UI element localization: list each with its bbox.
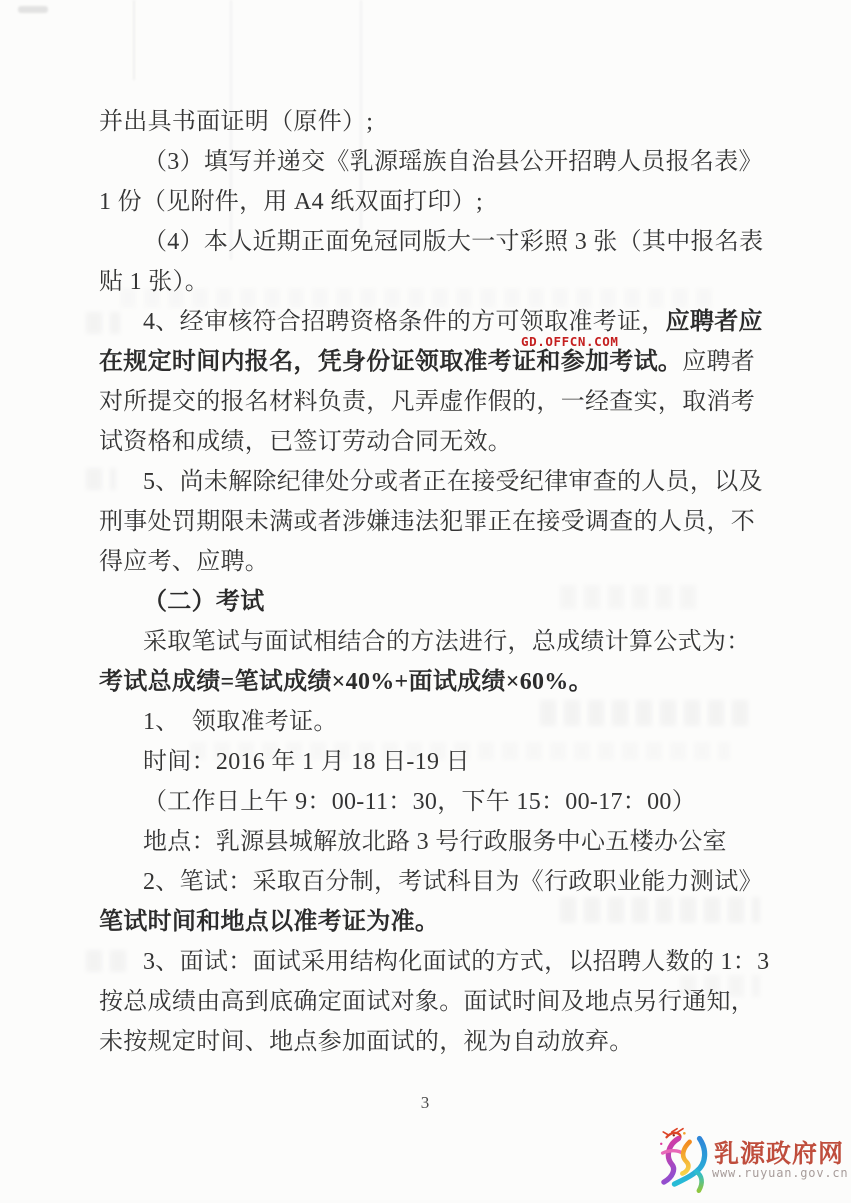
text-line [99,102,779,142]
footer-logo [648,1122,851,1200]
bold-text-run: 考试总成绩=笔试成绩×40%+面试成绩×60%。 [99,669,593,695]
text-run: 3、面试：面试采用结构化面试的方式，以招聘人数的 1：3 [143,949,770,975]
text-run: 时间：2016 年 1 月 18 日-19 日 [143,749,470,775]
text-line [99,662,779,702]
text-line [99,302,779,342]
text-run: （工作日上午 9：00-11：30，下午 15：00-17：00） [143,789,696,815]
text-line [99,742,779,782]
text-run: 未按规定时间、地点参加面试的，视为自动放弃。 [99,1029,634,1055]
text-line [99,462,779,502]
text-run: 应聘者 [682,349,756,375]
dragon-logo-icon [652,1124,718,1203]
text-run: 试资格和成绩，已签订劳动合同无效。 [99,429,513,455]
text-line [99,822,779,862]
text-line [99,702,779,742]
watermark-text: GD.OFFCN.COM [521,334,619,349]
bold-text-run: （二）考试 [143,589,265,615]
text-line [99,182,779,222]
text-line [99,942,779,982]
document-body [99,102,779,1062]
site-url: www.ruyuan.gov.cn [712,1166,849,1180]
scan-streak [133,0,135,80]
site-name: 乳源政府网 [714,1141,845,1168]
text-line [99,222,779,262]
text-run: 得应考、应聘。 [99,549,270,575]
text-run: 对所提交的报名材料负责，凡弄虚作假的，一经查实，取消考 [99,389,756,415]
text-run: （4）本人近期正面免冠同版大一寸彩照 3 张（其中报名表 [143,229,764,255]
text-run: 按总成绩由高到底确定面试对象。面试时间及地点另行通知， [99,989,756,1015]
text-run: 5、尚未解除纪律处分或者正在接受纪律审查的人员，以及 [143,469,763,495]
text-run: 刑事处罚期限未满或者涉嫌违法犯罪正在接受调查的人员，不 [99,509,756,535]
text-line [99,622,779,662]
text-run: 贴 1 张）。 [99,269,210,295]
text-run: 地点：乳源县城解放北路 3 号行政服务中心五楼办公室 [143,829,727,855]
text-run: 1、 领取准考证。 [143,709,338,735]
bold-text-run: 应聘者应 [665,309,763,335]
text-line [99,982,779,1022]
text-run: 1 份（见附件，用 A4 纸双面打印）; [99,189,483,215]
text-run: 并出具书面证明（原件）; [99,109,374,135]
text-line [99,502,779,542]
text-line [99,262,779,302]
text-line [99,382,779,422]
text-run: 采取笔试与面试相结合的方法进行，总成绩计算公式为： [143,629,751,655]
scan-smudge [18,6,48,13]
text-run: （3）填写并递交《乳源瑶族自治县公开招聘人员报名表》 [143,149,763,175]
text-line [99,902,779,942]
text-line [99,342,779,382]
text-line [99,542,779,582]
text-run: 2、笔试：采取百分制，考试科目为《行政职业能力测试》 [143,869,763,895]
text-line [99,142,779,182]
text-line [99,582,779,622]
bold-text-run: 笔试时间和地点以准考证为准。 [99,909,440,935]
text-line [99,422,779,462]
bold-text-run: 在规定时间内报名，凭身份证领取准考证和参加考试。 [99,349,683,375]
text-run: 4、经审核符合招聘资格条件的方可领取准考证， [143,309,666,335]
text-line [99,1022,779,1062]
page-number: 3 [420,1093,431,1112]
text-line [99,782,779,822]
text-line [99,862,779,902]
